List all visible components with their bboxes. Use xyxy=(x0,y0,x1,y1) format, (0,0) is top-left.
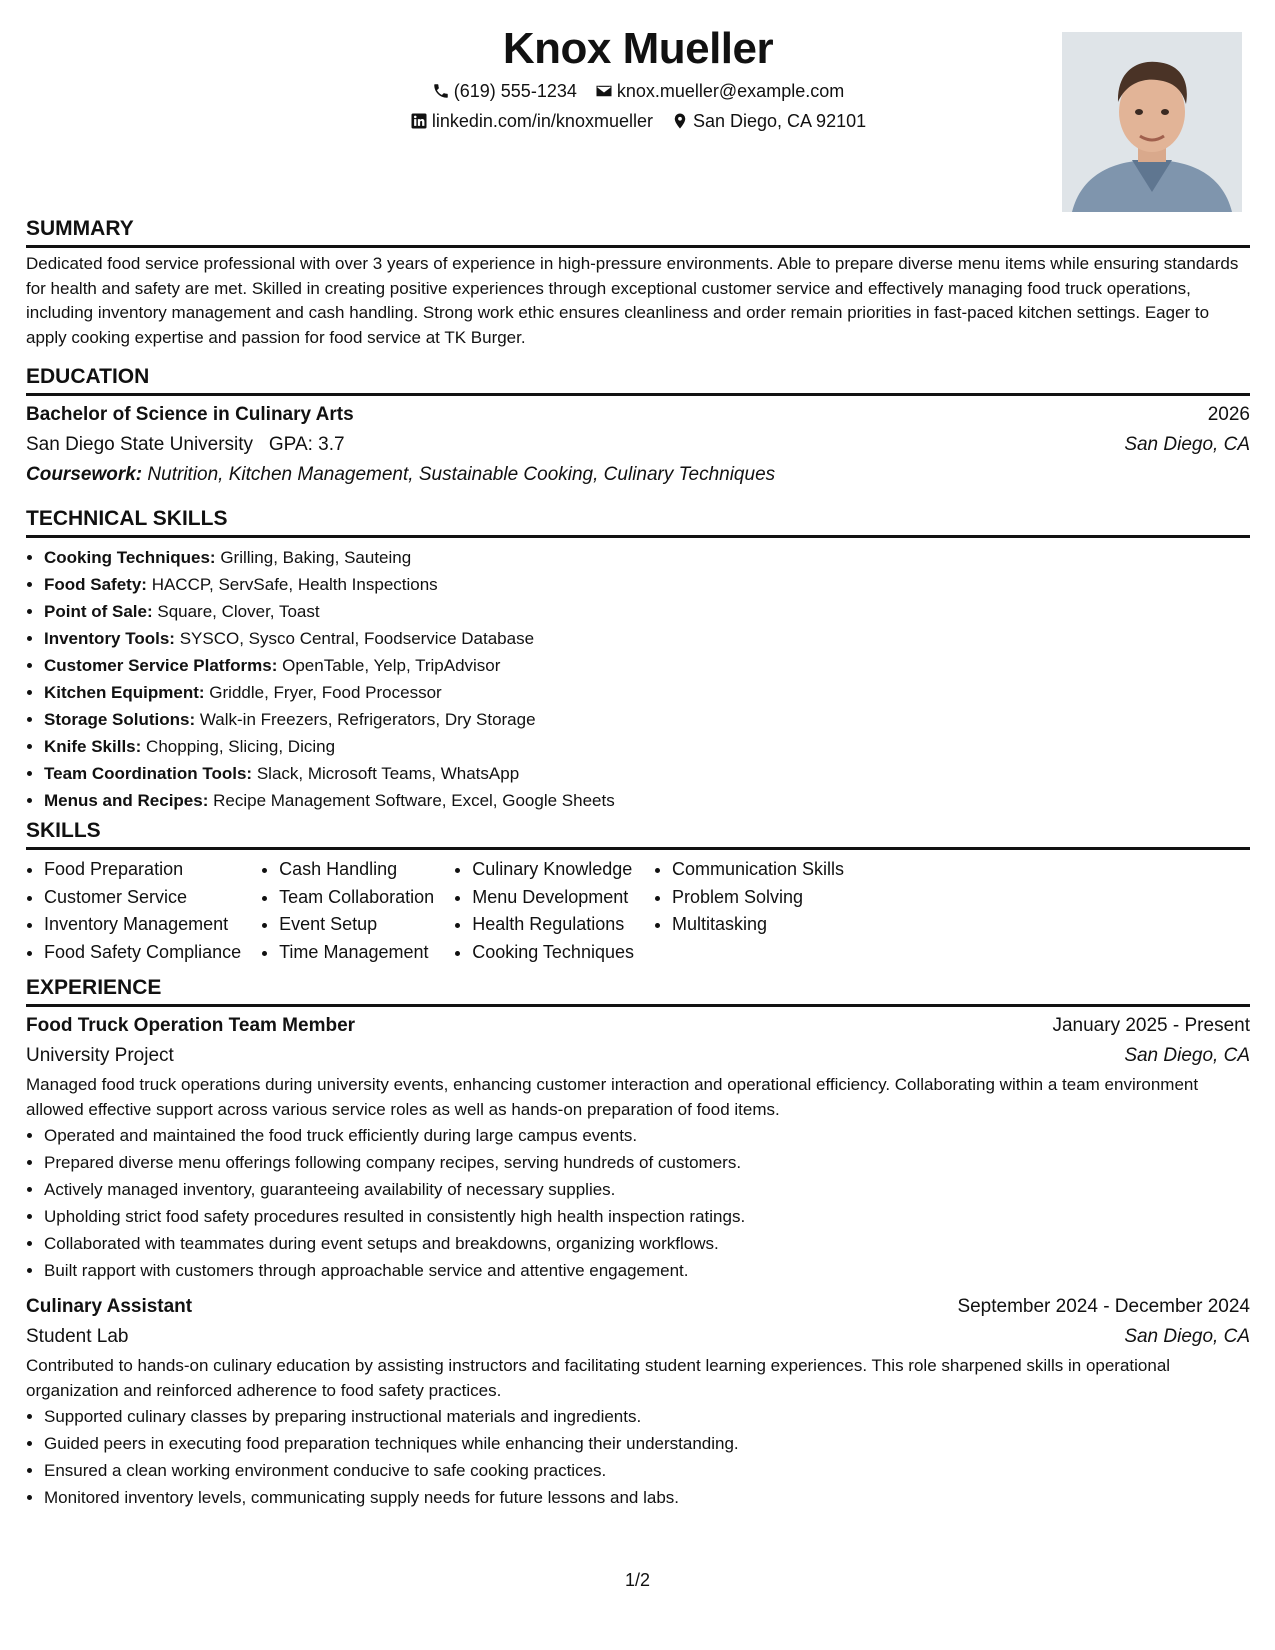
skills-column xyxy=(261,856,434,966)
technical-skill-item xyxy=(44,544,1250,571)
resume-page xyxy=(26,0,1250,1650)
skill-item: • Team Collaboration xyxy=(279,884,434,912)
page-number: 1/2 xyxy=(624,1570,651,1590)
skill-item: • Inventory Management xyxy=(44,911,241,939)
job-bullets xyxy=(26,1403,1250,1511)
job-bullet: • Actively managed inventory, guaranteeing availability of necessary supplies. xyxy=(44,1176,1250,1203)
coursework xyxy=(26,460,1250,490)
technical-skill-value: Recipe Management Software, Excel, Google Sheets xyxy=(213,791,615,810)
technical-skills-title: TECHNICAL SKILLS xyxy=(26,506,1250,538)
job-org: Student Lab xyxy=(26,1326,129,1347)
experience-section xyxy=(26,975,1250,1511)
technical-skill-item xyxy=(44,598,1250,625)
skill-item: • Culinary Knowledge xyxy=(472,856,634,884)
skills-column xyxy=(654,856,844,966)
school-location: San Diego, CA xyxy=(1124,434,1250,455)
skills-section xyxy=(26,818,1250,966)
job-bullet: • Operated and maintained the food truck efficiently during large campus events. xyxy=(44,1122,1250,1149)
job-org: University Project xyxy=(26,1045,174,1066)
skill-item: • Menu Development xyxy=(472,884,634,912)
job-description: Managed food truck operations during university events, enhancing customer interaction and operational efficiency. Collaborating within a team environment allowed effective support across various service roles as well as hands-on preparation of food items. xyxy=(26,1075,1199,1119)
phone-text: (619) 555-1234 xyxy=(453,81,577,101)
skill-item: • Communication Skills xyxy=(672,856,844,884)
technical-skill-value: SYSCO, Sysco Central, Foodservice Database xyxy=(179,629,535,648)
job-dates: September 2024 - December 2024 xyxy=(957,1296,1250,1317)
skill-item: • Customer Service xyxy=(44,884,241,912)
candidate-name: Knox Mueller xyxy=(502,24,774,73)
summary-text: Dedicated food service professional with over 3 years of experience in high-pressure environments. Able to prepare diverse menu items while ensuring standards for health and safety are met. Skilled in creating positive experiences through exceptional customer service and effectively managing food truck operations, including inventory management and cash handling. Strong work ethic ensures cleanliness and order remain priorities in fast-paced kitchen settings. Eager to apply cooking expertise and passion for food service at TK Burger. xyxy=(26,254,1239,347)
technical-skill-value: HACCP, ServSafe, Health Inspections xyxy=(151,575,438,594)
job-entry xyxy=(26,1011,1250,1284)
education-degree-row xyxy=(26,400,1250,430)
technical-skill-value: Square, Clover, Toast xyxy=(157,602,320,621)
technical-skill-label: Team Coordination Tools: xyxy=(44,764,253,783)
technical-skill-value: OpenTable, Yelp, TripAdvisor xyxy=(282,656,501,675)
skills-column xyxy=(454,856,634,966)
job-bullet: • Supported culinary classes by preparing instructional materials and ingredients. xyxy=(44,1403,1250,1430)
experience-jobs xyxy=(26,1011,1250,1511)
job-description: Contributed to hands-on culinary education by assisting instructors and facilitating student learning experiences. This role sharpened skills in operational organization and reinforced adherence to food safety practices. xyxy=(26,1356,1171,1400)
profile-portrait-image xyxy=(1062,32,1242,212)
experience-title: EXPERIENCE xyxy=(26,975,1250,1007)
job-org-row xyxy=(26,1322,1250,1352)
school-gpa xyxy=(26,430,345,460)
technical-skill-value: Walk-in Freezers, Refrigerators, Dry Storage xyxy=(199,710,536,729)
graduation-year: 2026 xyxy=(1207,404,1250,425)
technical-skill-label: Point of Sale: xyxy=(44,602,153,621)
skills-column xyxy=(26,856,241,966)
skills-columns xyxy=(26,856,1250,966)
skill-item: • Food Preparation xyxy=(44,856,241,884)
job-org-row xyxy=(26,1041,1250,1071)
technical-skill-label: Menus and Recipes: xyxy=(44,791,209,810)
technical-skill-value: Grilling, Baking, Sauteing xyxy=(220,548,412,567)
technical-skill-label: Customer Service Platforms: xyxy=(44,656,278,675)
job-location: San Diego, CA xyxy=(1124,1326,1250,1347)
skill-item: • Time Management xyxy=(279,939,434,967)
coursework-label: Coursework: xyxy=(26,464,143,485)
location-text: San Diego, CA 92101 xyxy=(692,111,867,131)
skill-item: • Event Setup xyxy=(279,911,434,939)
job-location: San Diego, CA xyxy=(1124,1045,1250,1066)
technical-skill-item xyxy=(44,571,1250,598)
technical-skill-value: Slack, Microsoft Teams, WhatsApp xyxy=(256,764,520,783)
skill-item: • Food Safety Compliance xyxy=(44,939,241,967)
school-name: San Diego State University xyxy=(26,434,254,455)
job-entry xyxy=(26,1292,1250,1511)
skills-title: SKILLS xyxy=(26,818,1250,850)
job-bullet: • Built rapport with customers through approachable service and attentive engagement. xyxy=(44,1257,1250,1284)
job-bullet: • Monitored inventory levels, communicating supply needs for future lessons and labs. xyxy=(44,1484,1250,1511)
technical-skill-label: Food Safety: xyxy=(44,575,147,594)
profile-photo xyxy=(1062,32,1242,212)
job-bullet: • Ensured a clean working environment conducive to safe cooking practices. xyxy=(44,1457,1250,1484)
technical-skill-item xyxy=(44,706,1250,733)
skill-item: • Multitasking xyxy=(672,911,844,939)
education-section xyxy=(26,364,1250,490)
map-pin-icon xyxy=(671,112,689,130)
job-dates: January 2025 - Present xyxy=(1052,1015,1250,1036)
job-bullets xyxy=(26,1122,1250,1284)
technical-skill-item xyxy=(44,733,1250,760)
skill-item: • Health Regulations xyxy=(472,911,634,939)
summary-title: SUMMARY xyxy=(26,216,1250,248)
skill-item: • Cooking Techniques xyxy=(472,939,634,967)
education-school-row xyxy=(26,430,1250,460)
technical-skill-item xyxy=(44,679,1250,706)
technical-skill-value: Griddle, Fryer, Food Processor xyxy=(209,683,442,702)
technical-skill-item xyxy=(44,625,1250,652)
technical-skill-item xyxy=(44,787,1250,814)
linkedin-text[interactable]: linkedin.com/in/knoxmueller xyxy=(431,111,653,131)
technical-skill-item xyxy=(44,760,1250,787)
technical-skill-label: Cooking Techniques: xyxy=(44,548,216,567)
job-bullet: • Collaborated with teammates during event setups and breakdowns, organizing workflows. xyxy=(44,1230,1250,1257)
job-bullet: • Prepared diverse menu offerings following company recipes, serving hundreds of customers. xyxy=(44,1149,1250,1176)
skill-item: • Cash Handling xyxy=(279,856,434,884)
job-bullet: • Guided peers in executing food preparation techniques while enhancing their understanding. xyxy=(44,1430,1250,1457)
gpa: GPA: 3.7 xyxy=(268,434,345,455)
education-title: EDUCATION xyxy=(26,364,1250,396)
job-title-row xyxy=(26,1292,1250,1322)
technical-skill-label: Inventory Tools: xyxy=(44,629,175,648)
coursework-list: Nutrition, Kitchen Management, Sustainable Cooking, Culinary Techniques xyxy=(147,464,776,485)
technical-skill-label: Knife Skills: xyxy=(44,737,142,756)
envelope-icon xyxy=(595,82,613,100)
email-text[interactable]: knox.mueller@example.com xyxy=(616,81,845,101)
technical-skill-label: Kitchen Equipment: xyxy=(44,683,205,702)
summary-section xyxy=(26,216,1250,350)
skill-item: • Problem Solving xyxy=(672,884,844,912)
job-bullet: • Upholding strict food safety procedures resulted in consistently high health inspection ratings. xyxy=(44,1203,1250,1230)
technical-skills-section xyxy=(26,506,1250,814)
technical-skill-value: Chopping, Slicing, Dicing xyxy=(146,737,336,756)
linkedin-icon xyxy=(410,112,428,130)
linkedin-contact[interactable] xyxy=(410,106,653,136)
job-role: Food Truck Operation Team Member xyxy=(26,1015,356,1036)
technical-skill-label: Storage Solutions: xyxy=(44,710,196,729)
technical-skill-item xyxy=(44,652,1250,679)
technical-skills-list xyxy=(26,544,1250,814)
job-role: Culinary Assistant xyxy=(26,1296,193,1317)
email-contact[interactable] xyxy=(595,76,844,106)
phone-icon xyxy=(432,82,450,100)
degree-name: Bachelor of Science in Culinary Arts xyxy=(26,404,354,425)
phone-contact xyxy=(432,76,577,106)
location-contact xyxy=(671,106,866,136)
job-title-row xyxy=(26,1011,1250,1041)
